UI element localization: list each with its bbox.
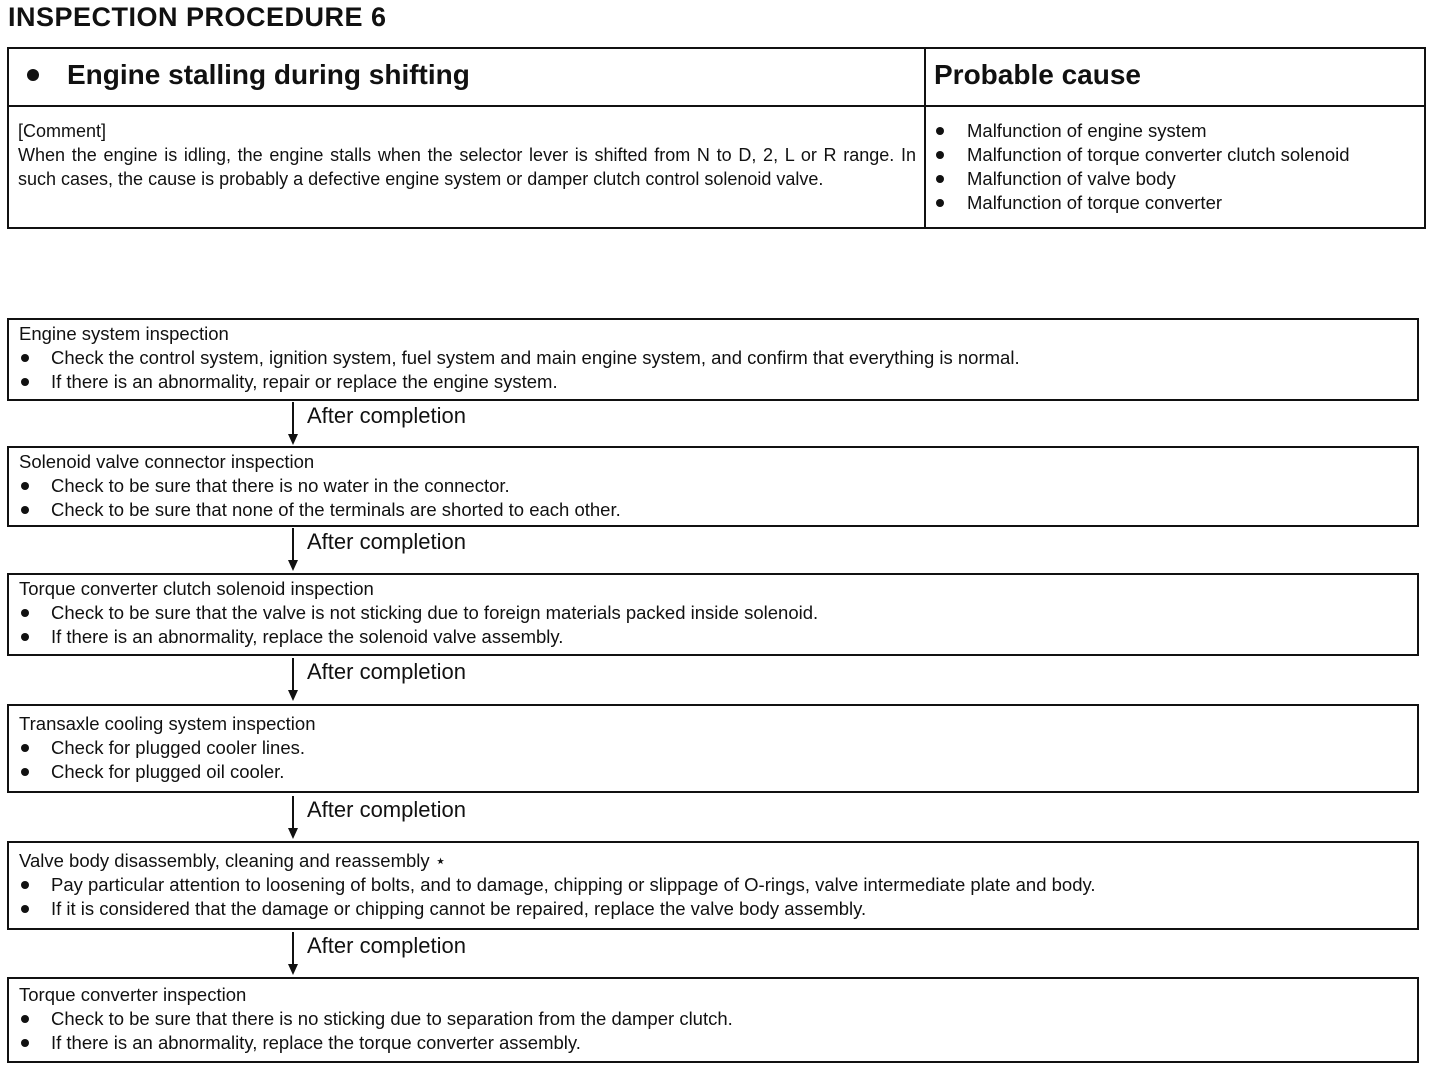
flow-connector (288, 658, 548, 704)
flow-connector (288, 932, 548, 978)
arrow-down-icon (288, 560, 298, 571)
cause-section (926, 107, 1424, 227)
bullet-icon (21, 768, 29, 776)
symptom-heading (9, 49, 926, 107)
step-item: Pay particular attention to loosening of bolts, and to damage, chipping or slippage of O-rings, valve intermediate plate and body. (19, 873, 1417, 897)
symptom-table (7, 47, 1426, 229)
step-items (19, 1007, 1417, 1055)
bullet-icon (936, 151, 944, 159)
step-item: If there is an abnormality, replace the solenoid valve assembly. (19, 625, 1417, 649)
cause-item: Malfunction of valve body (936, 167, 1424, 191)
step-item: Check for plugged cooler lines. (19, 736, 1417, 760)
bullet-icon (21, 482, 29, 490)
arrow-line (292, 402, 294, 436)
bullet-icon (21, 881, 29, 889)
connector-label: After completion (307, 797, 466, 822)
step-item: If there is an abnormality, repair or replace the engine system. (19, 370, 1417, 394)
step-item: Check to be sure that the valve is not sticking due to foreign materials packed inside solenoid. (19, 601, 1417, 625)
step-tcc-solenoid-inspection (7, 573, 1419, 656)
step-transaxle-cooling-inspection (7, 704, 1419, 793)
step-title: Engine system inspection (19, 323, 229, 344)
arrow-line (292, 932, 294, 966)
step-item: Check for plugged oil cooler. (19, 760, 1417, 784)
flow-connector (288, 402, 548, 448)
arrow-line (292, 528, 294, 562)
step-items (19, 873, 1417, 921)
step-title: Torque converter inspection (19, 984, 247, 1005)
flow-connector (288, 528, 548, 574)
comment-text: When the engine is idling, the engine stalls when the selector lever is shifted from N to D, 2, L or R range. In such cases, the cause is probably a defective engine system or damper clutch control solenoid valve. (18, 145, 916, 189)
step-item: If there is an abnormality, replace the torque converter assembly. (19, 1031, 1417, 1055)
arrow-down-icon (288, 434, 298, 445)
probable-cause-heading: Probable cause (926, 49, 1424, 107)
connector-label: After completion (307, 403, 466, 428)
cause-item: Malfunction of torque converter (936, 191, 1424, 215)
bullet-icon (936, 127, 944, 135)
step-item: Check the control system, ignition system, fuel system and main engine system, and confirm that everything is normal. (19, 346, 1417, 370)
bullet-icon (21, 744, 29, 752)
bullet-icon (21, 354, 29, 362)
connector-label: After completion (307, 933, 466, 958)
bullet-icon (21, 378, 29, 386)
arrow-down-icon (288, 828, 298, 839)
bullet-icon (21, 609, 29, 617)
arrow-down-icon (288, 964, 298, 975)
bullet-icon (27, 69, 39, 81)
step-item: Check to be sure that none of the terminals are shorted to each other. (19, 498, 1417, 522)
step-items (19, 346, 1417, 394)
step-title: Transaxle cooling system inspection (19, 713, 316, 734)
cause-item: Malfunction of torque converter clutch solenoid (936, 143, 1424, 167)
arrow-down-icon (288, 690, 298, 701)
symptom-title: Engine stalling during shifting (67, 59, 470, 90)
step-items (19, 736, 1417, 784)
bullet-icon (21, 905, 29, 913)
connector-label: After completion (307, 659, 466, 684)
step-title: Valve body disassembly, cleaning and reassembly ⋆ (19, 850, 447, 871)
step-torque-converter-inspection (7, 977, 1419, 1063)
step-solenoid-connector-inspection (7, 446, 1419, 527)
step-engine-system-inspection (7, 318, 1419, 401)
comment-section (9, 107, 926, 227)
bullet-icon (936, 199, 944, 207)
step-valve-body-service (7, 841, 1419, 930)
bullet-icon (936, 175, 944, 183)
step-item: Check to be sure that there is no water in the connector. (19, 474, 1417, 498)
arrow-line (292, 658, 294, 692)
bullet-icon (21, 1039, 29, 1047)
step-item: Check to be sure that there is no sticking due to separation from the damper clutch. (19, 1007, 1417, 1031)
connector-label: After completion (307, 529, 466, 554)
flow-connector (288, 796, 548, 842)
cause-item: Malfunction of engine system (936, 119, 1424, 143)
step-title: Torque converter clutch solenoid inspection (19, 578, 374, 599)
page-title: INSPECTION PROCEDURE 6 (8, 2, 387, 32)
step-item: If it is considered that the damage or chipping cannot be repaired, replace the valve body assembly. (19, 897, 1417, 921)
bullet-icon (21, 1015, 29, 1023)
bullet-icon (21, 506, 29, 514)
step-title: Solenoid valve connector inspection (19, 451, 315, 472)
comment-label: [Comment] (18, 121, 107, 141)
step-items (19, 601, 1417, 649)
cause-list (936, 119, 1424, 215)
bullet-icon (21, 633, 29, 641)
step-items (19, 474, 1417, 522)
arrow-line (292, 796, 294, 830)
